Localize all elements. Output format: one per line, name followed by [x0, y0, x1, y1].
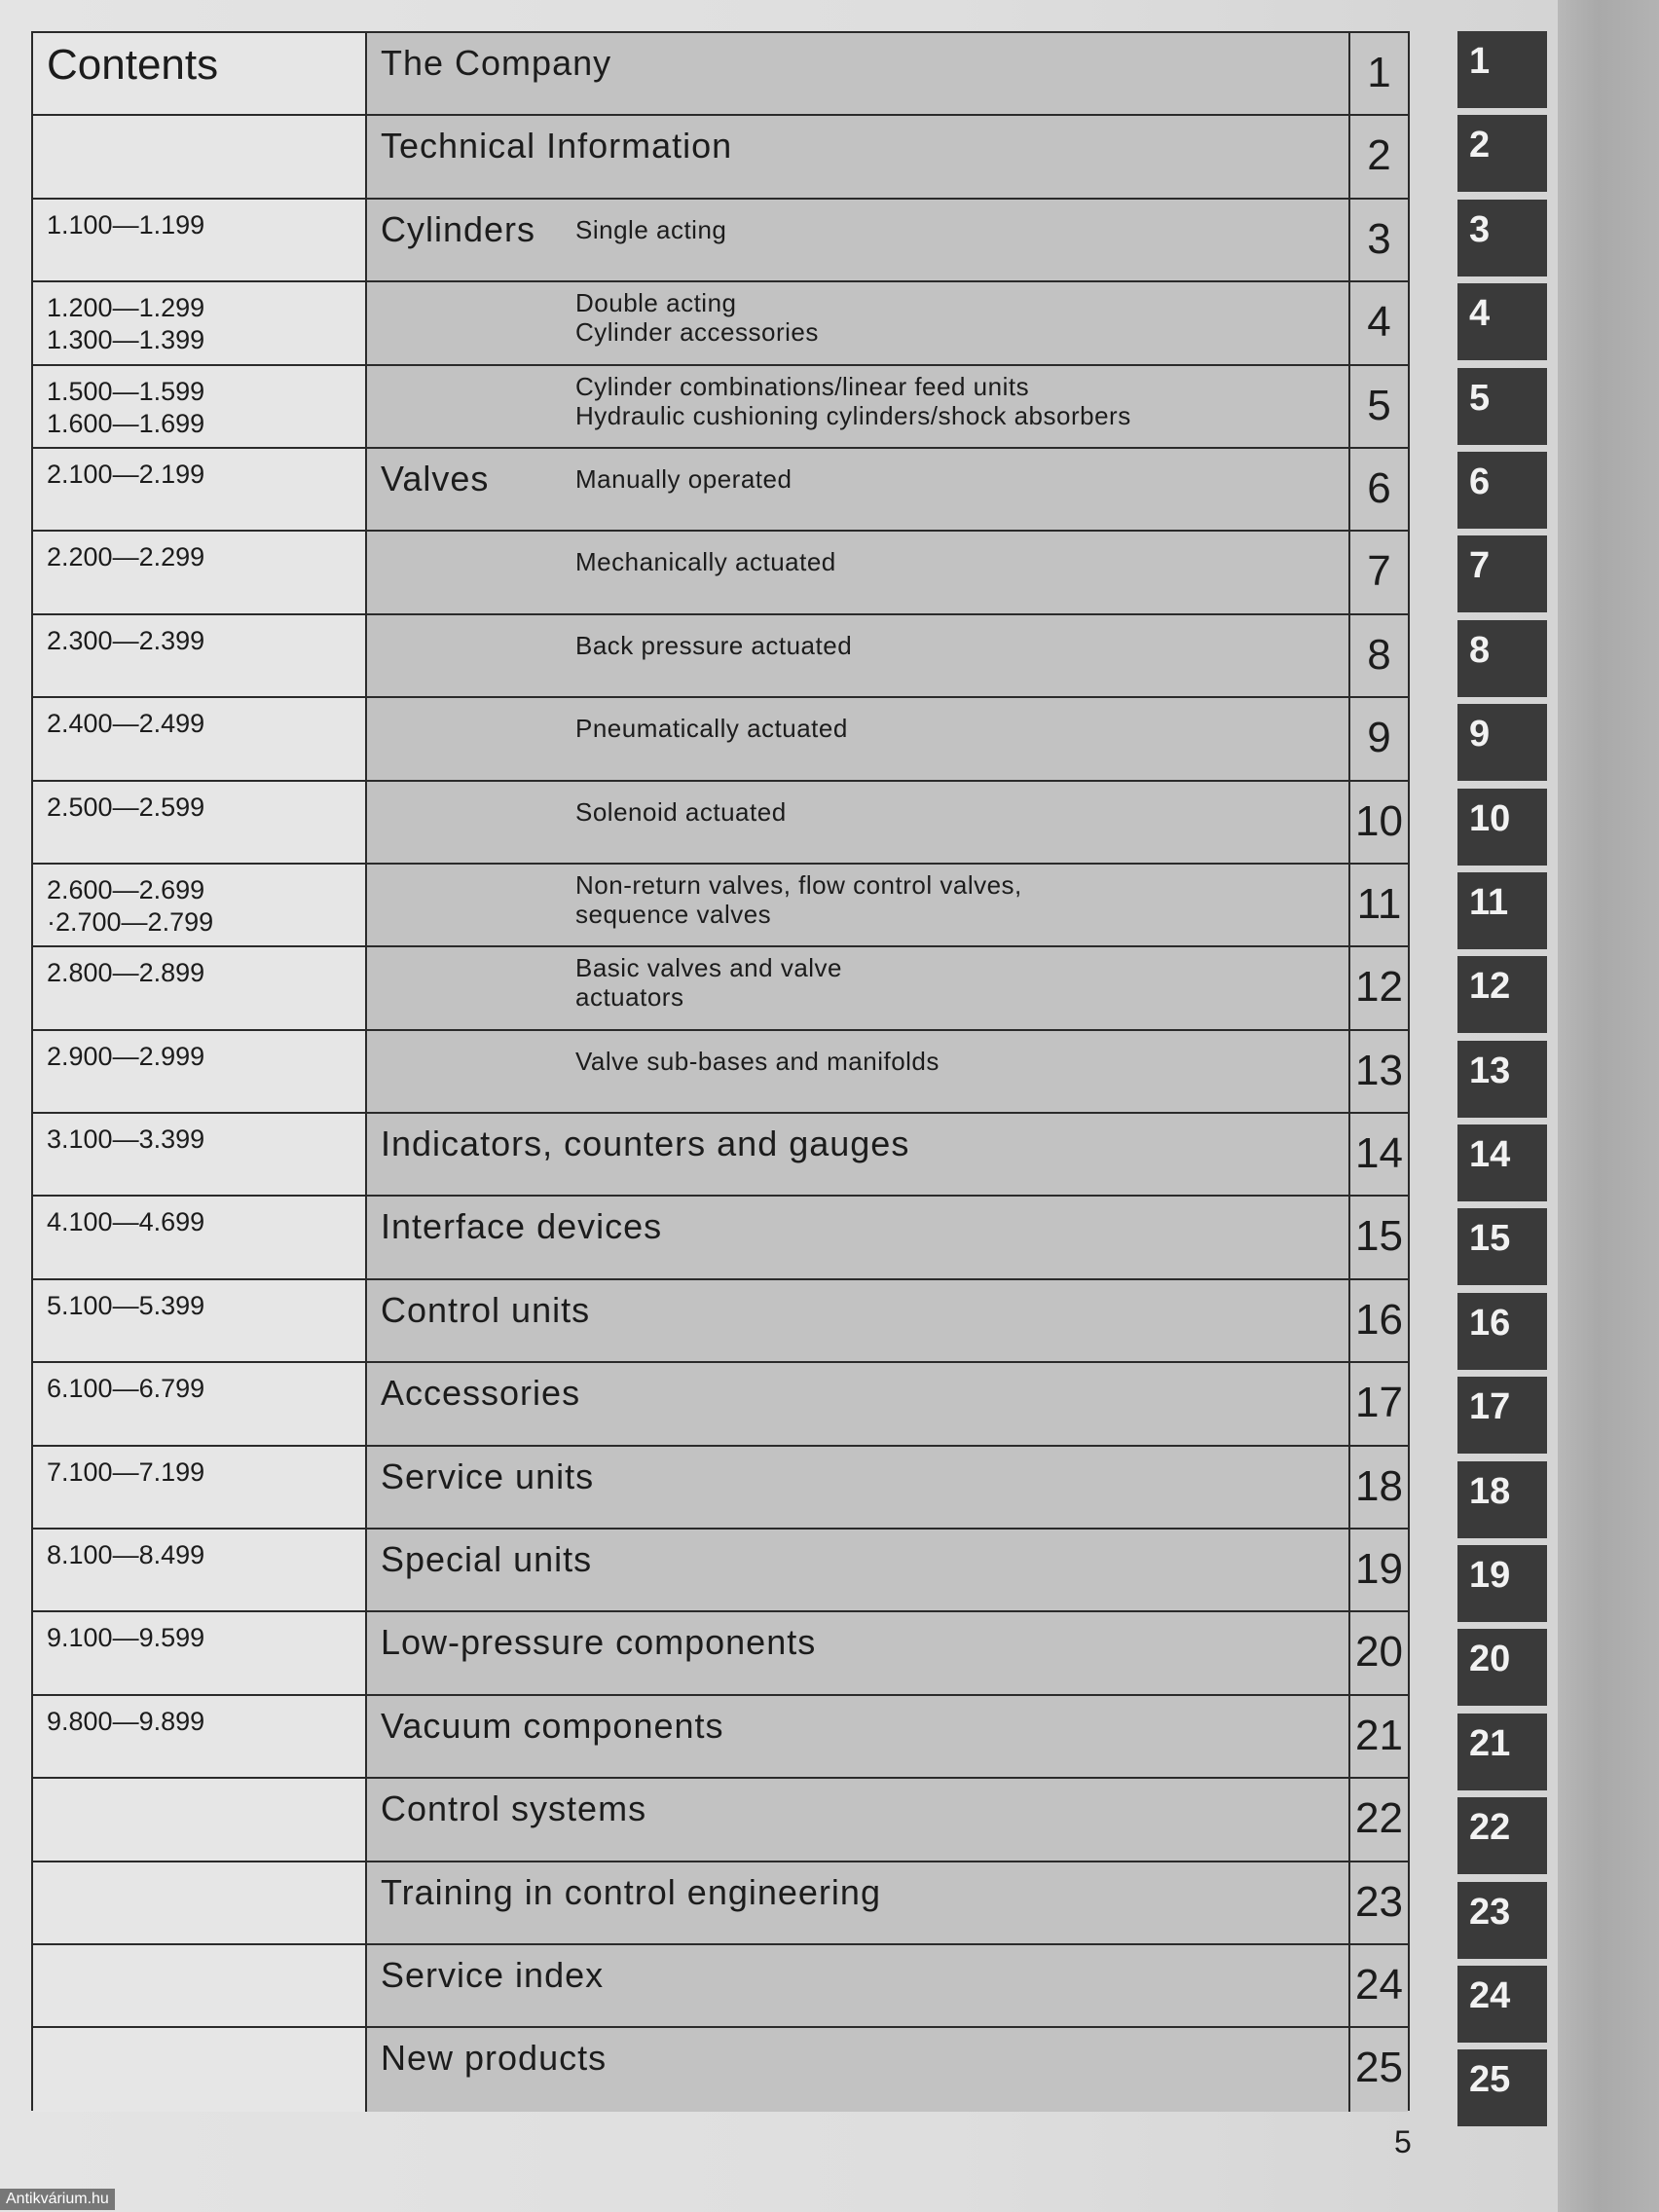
product-number-range: 2.600—2.699 ·2.700—2.799	[33, 865, 367, 945]
contents-row	[33, 1945, 1408, 2028]
contents-row	[33, 1696, 1408, 1779]
chapter-number: 16	[1350, 1280, 1408, 1361]
index-tab[interactable]: 12	[1457, 956, 1547, 1033]
chapter-number: 13	[1350, 1031, 1408, 1112]
subsection-title: Single acting	[575, 214, 727, 244]
chapter-number: 10	[1350, 782, 1408, 863]
contents-row	[33, 1197, 1408, 1279]
section-cell	[367, 33, 1350, 114]
product-number-range	[33, 2028, 367, 2111]
section-cell	[367, 782, 1350, 863]
contents-row	[33, 865, 1408, 947]
section-cell	[367, 1280, 1350, 1361]
index-tab[interactable]: 18	[1457, 1461, 1547, 1538]
thumb-index-tabs	[1457, 31, 1547, 2134]
section-cell	[367, 1363, 1350, 1444]
chapter-number: 2	[1350, 116, 1408, 197]
product-number-range: 2.500—2.599	[33, 782, 367, 863]
section-cell	[367, 1612, 1350, 1693]
contents-row	[33, 116, 1408, 199]
section-cell	[367, 116, 1350, 197]
contents-row	[33, 782, 1408, 865]
chapter-number: 12	[1350, 947, 1408, 1028]
contents-row	[33, 1280, 1408, 1363]
contents-row	[33, 282, 1408, 365]
contents-row	[33, 1447, 1408, 1530]
section-title: Accessories	[381, 1373, 581, 1414]
product-number-range: 7.100—7.199	[33, 1447, 367, 1528]
index-tab[interactable]: 7	[1457, 535, 1547, 612]
product-number-range: 1.500—1.599 1.600—1.699	[33, 366, 367, 447]
subsection-title: Manually operated	[575, 463, 793, 494]
contents-row	[33, 698, 1408, 781]
product-number-range	[33, 116, 367, 197]
contents-row	[33, 200, 1408, 282]
chapter-number: 9	[1350, 698, 1408, 779]
index-tab[interactable]: 11	[1457, 872, 1547, 949]
contents-title: Contents	[33, 33, 367, 114]
index-tab[interactable]: 13	[1457, 1041, 1547, 1118]
contents-row	[33, 366, 1408, 449]
contents-row	[33, 33, 1408, 116]
index-tab[interactable]: 4	[1457, 283, 1547, 360]
product-number-range: 2.100—2.199	[33, 449, 367, 530]
section-cell	[367, 1945, 1350, 2026]
chapter-number: 15	[1350, 1197, 1408, 1277]
product-number-range	[33, 1862, 367, 1943]
contents-row	[33, 532, 1408, 614]
index-tab[interactable]: 25	[1457, 2049, 1547, 2126]
section-cell	[367, 1779, 1350, 1860]
product-number-range: 8.100—8.499	[33, 1530, 367, 1610]
section-title: Control systems	[381, 1788, 647, 1829]
section-cell	[367, 449, 1350, 530]
chapter-number: 1	[1350, 33, 1408, 114]
chapter-number: 23	[1350, 1862, 1408, 1943]
subsection-title: Double acting Cylinder accessories	[575, 288, 819, 348]
index-tab[interactable]: 8	[1457, 620, 1547, 697]
section-title: Service units	[381, 1456, 595, 1496]
index-tab[interactable]: 9	[1457, 704, 1547, 781]
contents-table	[31, 31, 1410, 2111]
section-title: Indicators, counters and gauges	[381, 1124, 910, 1164]
index-tab[interactable]: 19	[1457, 1545, 1547, 1622]
product-number-range: 9.800—9.899	[33, 1696, 367, 1777]
section-cell	[367, 1031, 1350, 1112]
section-title: Training in control engineering	[381, 1871, 881, 1912]
section-title: Technical Information	[381, 126, 733, 166]
chapter-number: 19	[1350, 1530, 1408, 1610]
section-title: Special units	[381, 1539, 593, 1580]
index-tab[interactable]: 22	[1457, 1797, 1547, 1874]
product-number-range: 2.300—2.399	[33, 615, 367, 696]
chapter-number: 14	[1350, 1114, 1408, 1195]
chapter-number: 11	[1350, 865, 1408, 945]
chapter-number: 7	[1350, 532, 1408, 612]
product-number-range	[33, 1945, 367, 2026]
contents-row	[33, 1779, 1408, 1862]
section-cell	[367, 282, 1350, 363]
product-number-range: 3.100—3.399	[33, 1114, 367, 1195]
subsection-title: Pneumatically actuated	[575, 714, 848, 744]
subsection-title: Basic valves and valve actuators	[575, 953, 843, 1013]
index-tab[interactable]: 5	[1457, 368, 1547, 445]
contents-row	[33, 1612, 1408, 1695]
page-edge	[1558, 0, 1659, 2212]
subsection-title: Valve sub-bases and manifolds	[575, 1046, 940, 1076]
section-title: Valves	[381, 458, 490, 498]
contents-row	[33, 1530, 1408, 1612]
section-cell	[367, 200, 1350, 280]
subsection-title: Cylinder combinations/linear feed units Hydraulic cushioning cylinders/shock absorbers	[575, 371, 1131, 430]
section-cell	[367, 1530, 1350, 1610]
product-number-range	[33, 1779, 367, 1860]
index-tab[interactable]: 2	[1457, 115, 1547, 192]
chapter-number: 4	[1350, 282, 1408, 363]
section-title: Vacuum components	[381, 1705, 724, 1746]
section-cell	[367, 1862, 1350, 1943]
section-cell	[367, 947, 1350, 1028]
contents-row	[33, 1031, 1408, 1114]
contents-row	[33, 2028, 1408, 2111]
index-tab[interactable]: 6	[1457, 452, 1547, 529]
section-cell	[367, 366, 1350, 447]
watermark-credit: Antikvárium.hu	[0, 2189, 115, 2210]
chapter-number: 6	[1350, 449, 1408, 530]
section-title: Cylinders	[381, 208, 536, 249]
product-number-range: 5.100—5.399	[33, 1280, 367, 1361]
index-tab[interactable]: 20	[1457, 1629, 1547, 1706]
chapter-number: 21	[1350, 1696, 1408, 1777]
section-cell	[367, 698, 1350, 779]
page-number: 5	[1394, 2124, 1412, 2159]
contents-row	[33, 1114, 1408, 1197]
chapter-number: 5	[1350, 366, 1408, 447]
index-tab[interactable]: 24	[1457, 1966, 1547, 2043]
section-title: Low-pressure components	[381, 1622, 817, 1663]
section-title: Interface devices	[381, 1206, 663, 1247]
index-tab[interactable]: 17	[1457, 1377, 1547, 1454]
section-cell	[367, 1447, 1350, 1528]
index-tab[interactable]: 14	[1457, 1124, 1547, 1201]
section-title: Control units	[381, 1289, 591, 1330]
section-cell	[367, 1114, 1350, 1195]
section-title: Service index	[381, 1954, 605, 1995]
subsection-title: Solenoid actuated	[575, 796, 787, 827]
contents-row	[33, 947, 1408, 1030]
product-number-range: 1.100—1.199	[33, 200, 367, 280]
product-number-range: 1.200—1.299 1.300—1.399	[33, 282, 367, 363]
chapter-number: 18	[1350, 1447, 1408, 1528]
contents-row	[33, 1862, 1408, 1945]
chapter-number: 17	[1350, 1363, 1408, 1444]
subsection-title: Back pressure actuated	[575, 630, 853, 660]
chapter-number: 3	[1350, 200, 1408, 280]
chapter-number: 25	[1350, 2028, 1408, 2111]
section-cell	[367, 2028, 1350, 2111]
subsection-title: Non-return valves, flow control valves, sequence valves	[575, 869, 1022, 929]
chapter-number: 8	[1350, 615, 1408, 696]
section-cell	[367, 532, 1350, 612]
product-number-range: 2.200—2.299	[33, 532, 367, 612]
section-title: The Company	[381, 43, 612, 83]
contents-row	[33, 615, 1408, 698]
index-tab[interactable]: 15	[1457, 1208, 1547, 1285]
product-number-range: 6.100—6.799	[33, 1363, 367, 1444]
index-tab[interactable]: 23	[1457, 1882, 1547, 1959]
index-tab[interactable]: 1	[1457, 31, 1547, 108]
product-number-range: 9.100—9.599	[33, 1612, 367, 1693]
subsection-title: Mechanically actuated	[575, 547, 836, 577]
index-tab[interactable]: 21	[1457, 1714, 1547, 1790]
section-cell	[367, 1696, 1350, 1777]
section-cell	[367, 1197, 1350, 1277]
index-tab[interactable]: 10	[1457, 789, 1547, 866]
chapter-number: 20	[1350, 1612, 1408, 1693]
section-cell	[367, 615, 1350, 696]
section-title: New products	[381, 2038, 608, 2079]
chapter-number: 24	[1350, 1945, 1408, 2026]
product-number-range: 2.400—2.499	[33, 698, 367, 779]
index-tab[interactable]: 3	[1457, 200, 1547, 276]
contents-row	[33, 449, 1408, 532]
index-tab[interactable]: 16	[1457, 1293, 1547, 1370]
product-number-range: 4.100—4.699	[33, 1197, 367, 1277]
contents-row	[33, 1363, 1408, 1446]
chapter-number: 22	[1350, 1779, 1408, 1860]
product-number-range: 2.900—2.999	[33, 1031, 367, 1112]
product-number-range: 2.800—2.899	[33, 947, 367, 1028]
section-cell	[367, 865, 1350, 945]
